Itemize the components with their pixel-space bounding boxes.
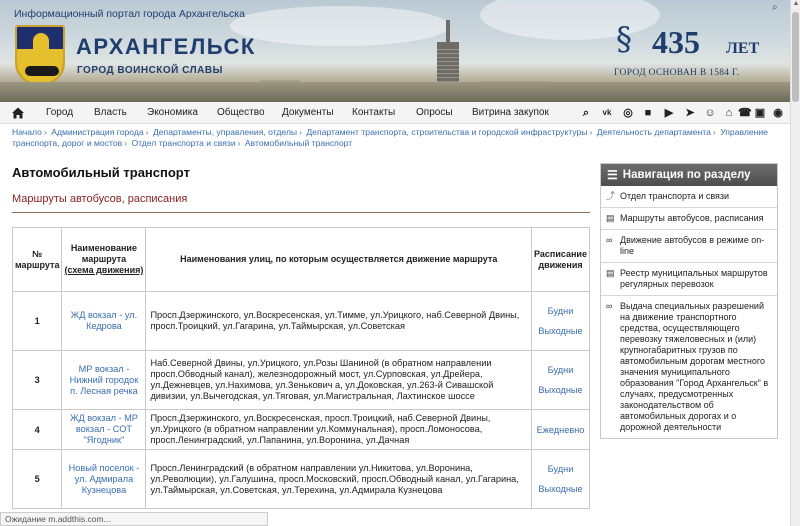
scroll-up-arrow-icon[interactable]: ▲ [792, 0, 800, 7]
schedule-weekdays-link[interactable]: Будни [547, 365, 574, 375]
column-header-name-label: Наименование маршрута [70, 243, 137, 264]
sidebar-item-online[interactable] [601, 230, 777, 263]
vk-icon[interactable]: vk [602, 108, 612, 117]
video-icon[interactable]: ■ [644, 107, 652, 119]
breadcrumb-item[interactable]: Департамент транспорта, строительства и городской инфраструктуры [306, 127, 588, 137]
breadcrumb-separator: › [299, 127, 302, 137]
nav-item-gorod[interactable]: Город [46, 107, 74, 118]
city-name[interactable]: АРХАНГЕЛЬСК [76, 34, 256, 59]
main-nav [0, 102, 790, 124]
schedule-weekdays-link[interactable]: Будни [547, 306, 574, 316]
route-name-link[interactable]: Новый поселок - ул. Адмирала Кузнецова [62, 450, 146, 509]
sidebar-item-otdel[interactable] [601, 186, 777, 208]
nav-item-vitrina[interactable]: Витрина закупок [472, 107, 549, 118]
nav-item-dokumenty[interactable]: Документы [282, 107, 334, 118]
menu-icon: ☰ [607, 168, 618, 182]
route-streets: Просп.Дзержинского, ул.Воскресенская, ул.Тимме, ул.Урицкого, наб.Северной Двины, просп.Троицкий, ул.Гагарина, ул.Таймырская, ул.Советская [146, 292, 532, 351]
city-skyline [0, 82, 790, 102]
scrollbar-thumb[interactable] [792, 12, 799, 102]
anniversary-founded: ГОРОД ОСНОВАН В 1584 Г. [614, 68, 740, 78]
anniversary-logo [614, 14, 774, 84]
coat-of-arms-logo[interactable] [15, 25, 65, 85]
breadcrumb-current[interactable]: Автомобильный транспорт [244, 138, 353, 148]
routes-table [12, 227, 590, 509]
table-row [13, 292, 590, 351]
breadcrumb-item[interactable]: Начало [12, 127, 42, 137]
structure-icon[interactable]: ⌂ [725, 107, 733, 119]
table-row [13, 410, 590, 450]
youtube-icon[interactable]: ▶ [664, 107, 674, 119]
breadcrumb-separator: › [43, 127, 47, 137]
table-row [13, 351, 590, 410]
city-subtitle: ГОРОД ВОИНСКОЙ СЛАВЫ [77, 65, 223, 76]
breadcrumb-item[interactable]: Администрация города [51, 127, 144, 137]
route-schedule [532, 292, 590, 351]
home-icon[interactable] [11, 106, 25, 120]
status-bar: Ожидание m.addthis.com... [0, 512, 268, 526]
search-corner-icon[interactable]: ⌕ [772, 2, 778, 13]
sidebar-item-razresheniya[interactable] [601, 296, 777, 438]
column-header-name [62, 228, 146, 292]
sidebar-title: Навигация по разделу [622, 169, 751, 181]
sidebar-item-label: Отдел транспорта и связи [620, 191, 730, 201]
sidebar-item-label: Маршруты автобусов, расписания [620, 213, 764, 223]
sidebar-navigation [600, 163, 778, 439]
sidebar-item-label: Выдача специальных разрешений на движение транспортного средства, осуществляющего перевозку тяжеловесных и (или) крупногабаритных грузов по автомобильным дорогам местного значения муниципального образования "Город Архангельск" в случаях, предусмотренных законодательством об автомобильных дорогах и о дорожной деятельности [620, 301, 769, 432]
nav-item-kontakty[interactable]: Контакты [352, 107, 396, 118]
route-name-link[interactable]: ЖД вокзал - ул. Кедрова [62, 292, 146, 351]
banner-cloud [230, 6, 450, 46]
section-title: Маршруты автобусов, расписания [12, 193, 188, 205]
accessibility-icon[interactable]: ▣ [754, 107, 766, 119]
table-header-row [13, 228, 590, 292]
anniversary-suffix: ЛЕТ [726, 40, 760, 57]
schedule-weekends-link[interactable]: Выходные [538, 326, 583, 336]
search-icon[interactable]: ⌕ [582, 107, 590, 119]
route-number: 5 [13, 450, 62, 509]
route-streets: Просп.Дзержинского, ул.Воскресенская, просп.Троицкий, наб.Северной Двины, ул.Урицкого (в обратном направлении ул.Коммунальная), просп.Ломоносова, просп.Ленинградский, ул.Папанина, ул.Воронина, ул.Дачная [146, 410, 532, 450]
sidebar-header [601, 164, 777, 186]
nav-item-vlast[interactable]: Власть [94, 107, 127, 118]
portal-name[interactable]: Информационный портал города Архангельска [14, 8, 245, 20]
breadcrumb-item[interactable]: Управление транспорта, дорог и мостов [12, 127, 768, 148]
page-title: Автомобильный транспорт [12, 165, 190, 180]
route-schedule [532, 351, 590, 410]
phone-icon[interactable]: ☎ [738, 107, 752, 119]
link-icon: ∞ [606, 301, 613, 311]
document-icon: ▤ [606, 268, 615, 278]
arrow-up-icon: ⤴ [606, 191, 616, 201]
route-number: 3 [13, 351, 62, 410]
breadcrumb-item[interactable]: Деятельность департамента [596, 127, 711, 137]
sidebar-item-marshruty[interactable] [601, 208, 777, 230]
schedule-weekends-link[interactable]: Выходные [538, 484, 583, 494]
column-header-schedule: Расписание движения [532, 228, 590, 292]
vertical-scrollbar[interactable] [790, 0, 800, 526]
nav-item-ekonomika[interactable]: Экономика [147, 107, 198, 118]
breadcrumb-separator: › [712, 127, 716, 137]
sidebar-item-label: Движение автобусов в режиме on-line [620, 235, 765, 256]
anniversary-number: 435 [652, 24, 700, 60]
column-header-streets: Наименования улиц, по которым осуществляется движение маршрута [146, 228, 532, 292]
schedule-weekdays-link[interactable]: Будни [547, 464, 574, 474]
breadcrumb [12, 127, 782, 149]
column-header-schema: (схема движения) [64, 265, 144, 275]
route-streets: Просп.Ленинградский (в обратном направлении ул.Никитова, ул.Воронина, ул.Революции), ул.Галушина, просп.Московский, просп.Обводный канал, ул.Гагарина, ул.Таймырская, ул.Советская, ул.Терехина, ул.Адмирала Кузнецова [146, 450, 532, 509]
breadcrumb-item[interactable]: Департаменты, управления, отделы [152, 127, 298, 137]
route-streets: Наб.Северной Двины, ул.Урицкого, ул.Розы Шаниной (в обратном направлении просп.Обводный канал), железнодорожный мост, ул.Сурповская, ул.Дрейера, ул.Дежневцев, ул.Нахимова, ул.Зенькович а, ул.Доковская, ул.263-й Сивашской дивизии, ул.Вычегодская, ул.Тяговая, ул.Магистральная, Лахтинское шоссе [146, 351, 532, 410]
schedule-daily-link[interactable]: Ежедневно [536, 424, 585, 435]
header-banner [0, 0, 790, 102]
column-header-number: № маршрута [13, 228, 62, 292]
breadcrumb-separator: › [589, 127, 593, 137]
route-name-link[interactable]: МР вокзал - Нижний городок п. Лесная речка [62, 351, 146, 410]
nav-item-obshchestvo[interactable]: Общество [217, 107, 265, 118]
section-divider [12, 212, 590, 213]
breadcrumb-item[interactable]: Отдел транспорта и связи [131, 138, 236, 148]
table-row [13, 450, 590, 509]
document-icon: ▤ [606, 213, 615, 223]
telegram-icon[interactable]: ➤ [685, 107, 695, 119]
route-number: 4 [13, 410, 62, 450]
nav-item-oprosy[interactable]: Опросы [416, 107, 453, 118]
schedule-weekends-link[interactable]: Выходные [538, 385, 583, 395]
sidebar-item-label: Реестр муниципальных маршрутов регулярных перевозок [620, 268, 768, 289]
instagram-icon[interactable]: ◎ [623, 107, 633, 119]
route-schedule [532, 410, 590, 450]
sidebar-item-reestr[interactable] [601, 263, 777, 296]
eye-icon[interactable]: ◉ [773, 107, 783, 119]
route-number: 1 [13, 292, 62, 351]
route-schedule [532, 450, 590, 509]
breadcrumb-separator: › [124, 138, 128, 148]
breadcrumb-separator: › [145, 127, 149, 137]
route-name-link[interactable]: ЖД вокзал - МР вокзал - СОТ "Ягодник" [62, 410, 146, 450]
wave-icon: § [616, 20, 632, 58]
breadcrumb-separator: › [237, 138, 241, 148]
link-icon: ∞ [606, 235, 613, 245]
ok-icon[interactable]: ☺ [704, 107, 716, 119]
